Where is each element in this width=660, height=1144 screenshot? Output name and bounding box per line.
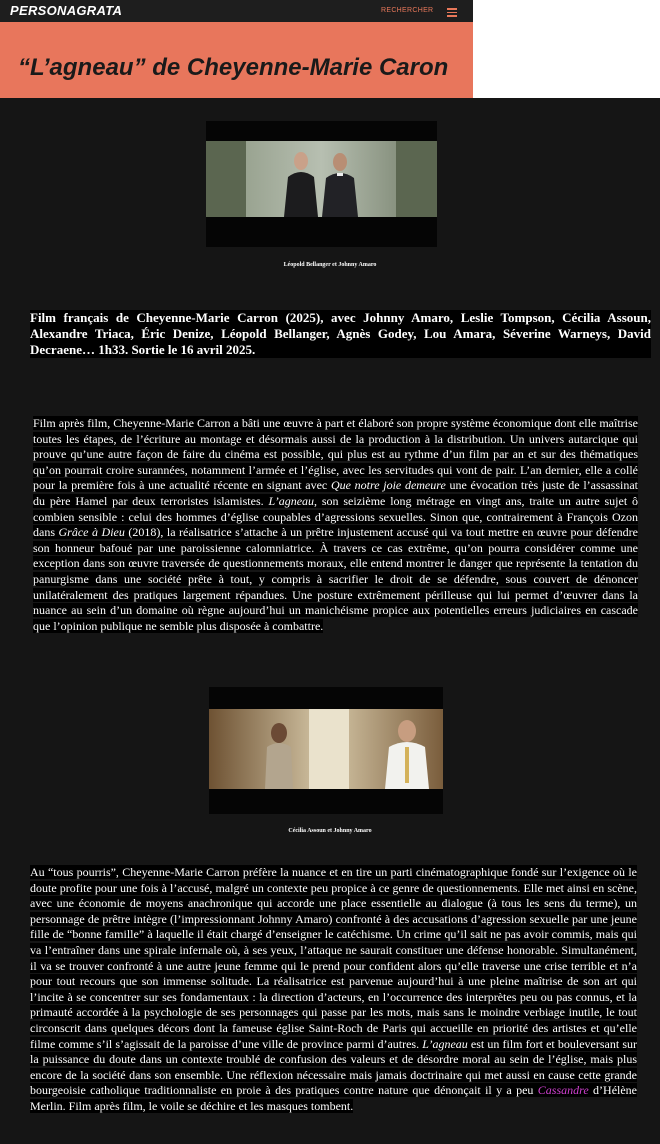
title-banner xyxy=(0,22,473,98)
film-credits: Film français de Cheyenne-Marie Carron (2025), avec Johnny Amaro, Leslie Tompson, Cécilia Assoun, Alexandre Triaca, Éric Denize, Léopold Bellanger, Agnès Godey, Lou Amara, Séverine Warneys, David Decraene… 1h33. Sortie le 16 avril 2025. xyxy=(30,310,651,357)
image-caption-1: Léopold Bellanger et Johnny Amaro xyxy=(283,262,377,268)
article-paragraph-1: Film après film, Cheyenne-Marie Carron a bâti une œuvre à part et élaboré son propre système économique dont elle maîtrise toutes les étapes, de l’écriture au montage et désormais aussi de la production à la distribution. Un univers autarcique qui prouve qu’une autre façon de faire du cinéma est possible, qui plus est au rythme d’un film par an et sur des thématiques qu’on pourrait croire surannées, notamment l’armée et l’église, avec les servitudes qui vont de pair. L’an dernier, elle a collé pour la première fois à une actualité récente en signant avec Que notre joie demeure une évocation très juste de l’assassinat du père Hamel par deux terroristes islamistes. L’agneau, son seizième long métrage en vingt ans, traite un autre sujet ô combien sensible : celui des hommes d’église coupables d’agressions sexuelles. Sinon que, contrairement à François Ozon dans Grâce à Dieu (2018), la réalisatrice s’attache à un prêtre injustement accusé qui va tout mettre en œuvre pour défendre son honneur bafoué par une paroissienne calomniatrice. À travers ce cas extrême, qu’on pourra considérer comme une exception dans son œuvre traversée de questionnements moraux, elle entend montrer le danger que représente la tentation du panurgisme dans une société prête à tout, y compris à sacrifier le droit de se défendre, sous couvert de dénoncer unilatéralement des pratiques largement répandues. Une posture extrêmement périlleuse qui lui permet d’œuvrer dans la nuance au sein d’un domaine où règne aujourd’hui un manichéisme propice aux potentielles erreurs judiciaires en cascade que l’opinion publique ne semble plus disposée à combattre. xyxy=(33,416,638,633)
film-still-1 xyxy=(206,121,437,247)
cassandre-link[interactable]: Cassandre xyxy=(537,1083,589,1098)
search-link[interactable]: RECHERCHER xyxy=(381,7,434,14)
film-still-1-image xyxy=(206,121,437,247)
film-still-2 xyxy=(209,687,443,814)
top-bar xyxy=(0,0,473,22)
image-caption-2: Cécilia Assoun et Johnny Amaro xyxy=(288,828,372,834)
page-title: “L’agneau” de Cheyenne-Marie Caron xyxy=(18,54,449,81)
site-logo[interactable]: PERSONAGRATA xyxy=(10,3,123,18)
film-still-2-image xyxy=(209,687,443,814)
hamburger-icon[interactable] xyxy=(447,8,457,19)
blank-area xyxy=(473,0,660,98)
article-paragraph-2: Au “tous pourris”, Cheyenne-Marie Carron préfère la nuance et en tire un parti cinématographique fondé sur l’exigence où le doute profite pour une fois à l’accusé, malgré un contexte peu propice à ce genre de questionnements. Elle met ainsi en scène, avec une économie de moyens anachronique qui accorde une place essentielle au dialogue (à tous les sens du terme), un personnage de prêtre intègre (l’impressionnant Johnny Amaro) confronté à des accusations d’agression sexuelle par une jeune fille de “bonne famille” à laquelle il était chargé d’enseigner le catéchisme. Un crime qu’il sait ne pas avoir commis, mais qui va l’entraîner dans une spirale infernale où, à ses yeux, l’attaque ne saurait constituer une défense honorable. Simultanément, il va se trouver confronté à une autre jeune femme qui le prend pour confident alors qu’elle traverse une crise terrible et n’a pour tout recours que son immense solitude. La réalisatrice est parvenue aujourd’hui à une pleine maîtrise de son art qui l’incite à se concentrer sur ses fondamentaux : la direction d’acteurs, en l’occurrence des interprètes peu ou pas connus, et la primauté accordée à la psychologie de ses personnages qui passe par les mots, mais sans le moindre verbiage inutile, le tout circonscrit dans quelques décors dont la fameuse église Saint-Roch de Paris qui accueille en priorité des artistes et qu’elle filme comme s’il s’agissait de la paroisse d’une ville de province parmi d’autres. L’agneau est un film fort et bouleversant sur la puissance du doute dans un contexte troublé de confusion des valeurs et de désordre moral au sein de l’église, mais plus encore de la société dans son ensemble. Une réflexion nécessaire mais jamais doctrinaire qui met aussi en cause cette grande bourgeoisie catholique traditionnaliste en proie à des pratiques contre nature que dénonçait il y a peu Cassandre d’Hélène Merlin. Film après film, le voile se déchire et les masques tombent. xyxy=(30,865,638,1113)
